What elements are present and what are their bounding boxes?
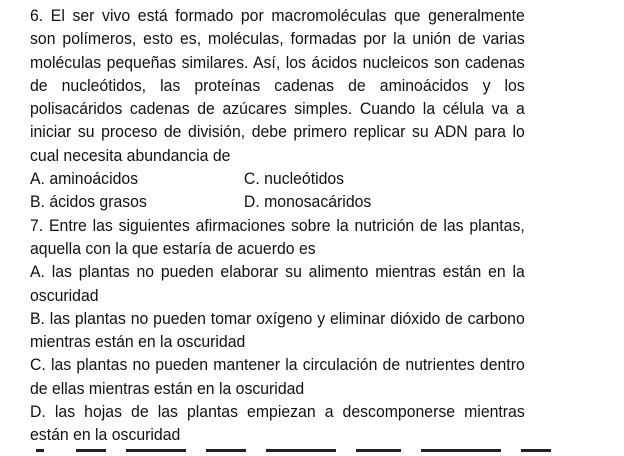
q6-option-c: C. nucleótidos: [243, 169, 345, 189]
question-6-stem: 6. El ser vivo está formado por macromoléculas que generalmente son polímeros, esto es, moléculas, formadas por la unión de varias moléculas pequeñas similares. Así, los ácidos nucleicos son cadenas de nucleótidos, las proteínas cadenas de aminoácidos y los polisacáridos cadenas de azúcares simples. Cuando la célula va a iniciar su proceso de división, debe primero replicar su ADN para lo cual necesita abundancia de: [30, 6, 525, 165]
document-page: [30, 4, 525, 447]
q6-option-d: D. monosacáridos: [243, 192, 372, 212]
q7-option-c: C. las plantas no pueden mantener la circulación de nutrientes dentro de ellas mientras están en la oscuridad: [30, 355, 525, 398]
question-6-options: [30, 167, 525, 214]
q6-option-b: B. ácidos grasos: [30, 192, 147, 212]
question-7-stem: 7. Entre las siguientes afirmaciones sobre la nutrición de las plantas, aquella con la que estaría de acuerdo es: [30, 215, 525, 258]
q7-option-d: D. las hojas de las plantas empiezan a descomponerse mientras están en la oscuridad: [30, 402, 525, 445]
q7-option-b: B. las plantas no pueden tomar oxígeno y eliminar dióxido de carbono mientras están en la oscuridad: [30, 308, 525, 352]
q7-option-a: A. las plantas no pueden elaborar su alimento mientras están en la oscuridad: [30, 262, 525, 305]
q6-option-a: A. aminoácidos: [30, 169, 139, 189]
next-question-clipped: [36, 449, 576, 456]
previous-text-clipped: [40, 0, 560, 2]
